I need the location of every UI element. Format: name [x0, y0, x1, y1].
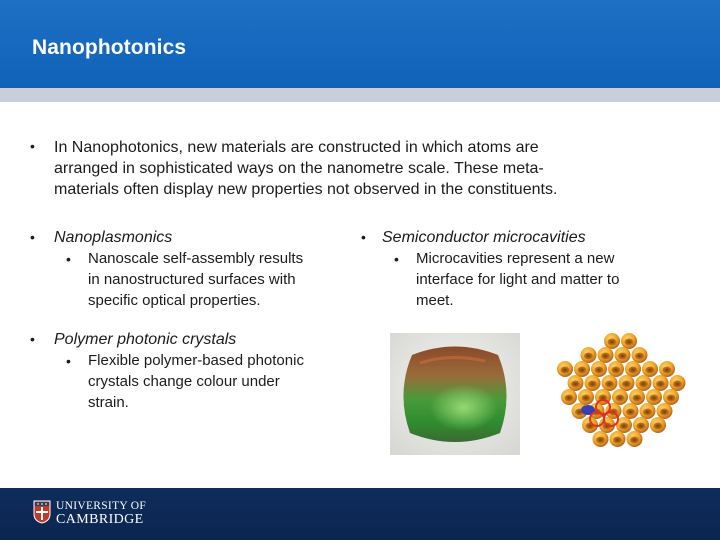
intro-line: arranged in sophisticated ways on the nanometre scale. These meta-	[54, 160, 544, 177]
lattice-cell-hole	[582, 395, 591, 402]
lattice-cell-hole	[578, 367, 587, 374]
polymer-photonic-crystal-film-image	[390, 333, 520, 455]
topic-detail-nanoplasmonics	[88, 248, 303, 311]
header-divider-strip	[0, 88, 720, 102]
lattice-cell-hole	[660, 409, 669, 416]
lattice-cell-hole	[613, 437, 622, 444]
lattice-cell-hole	[561, 367, 570, 374]
lattice-cell-hole	[618, 353, 627, 360]
lattice-cell-hole	[565, 395, 574, 402]
topic-title-microcavities: Semiconductor microcavities	[382, 229, 586, 246]
topic-title-polymer-crystals: Polymer photonic crystals	[54, 331, 237, 348]
bullet-icon: •	[30, 331, 35, 347]
lattice-cell-hole	[616, 395, 625, 402]
lattice-cell-hole	[639, 381, 648, 388]
intro-line: materials often display new properties not observed in the constituents.	[54, 181, 558, 198]
intro-paragraph	[54, 137, 704, 200]
topic-detail-polymer-crystals	[88, 350, 304, 413]
lattice-cell-hole	[588, 381, 597, 388]
lattice-cell-hole	[601, 353, 610, 360]
lattice-cell-hole	[629, 367, 638, 374]
lattice-cell-hole	[625, 339, 634, 346]
slide-title: Nanophotonics	[32, 36, 187, 59]
lattice-cell-hole	[596, 437, 605, 444]
sub-bullet-icon: •	[394, 251, 399, 267]
detail-line: meet.	[416, 292, 454, 309]
detail-line: crystals change colour under	[88, 373, 280, 390]
lattice-cell-hole	[667, 395, 676, 402]
university-crest-icon	[33, 500, 51, 524]
lattice-cell-hole	[584, 353, 593, 360]
lattice-cell-hole	[622, 381, 631, 388]
lattice-cell-hole	[635, 353, 644, 360]
film-photo-graphic	[390, 333, 520, 455]
lattice-cell-hole	[663, 367, 672, 374]
logo-text-university: UNIVERSITY OF	[56, 500, 147, 512]
logo-text-cambridge: CAMBRIDGE	[56, 512, 144, 527]
bullet-icon: •	[30, 138, 35, 154]
lattice-cell-hole	[605, 381, 614, 388]
intro-line: In Nanophotonics, new materials are constructed in which atoms are	[54, 139, 539, 156]
lattice-cell-hole	[595, 367, 604, 374]
sub-bullet-icon: •	[66, 251, 71, 267]
lattice-cell-hole	[620, 423, 629, 430]
detail-line: specific optical properties.	[88, 292, 261, 309]
lattice-cell-hole	[646, 367, 655, 374]
lattice-cell-hole	[612, 367, 621, 374]
lattice-cell-hole	[650, 395, 659, 402]
lattice-cell-hole	[626, 409, 635, 416]
detail-line: in nanostructured surfaces with	[88, 271, 296, 288]
lattice-cell-hole	[571, 381, 580, 388]
bullet-icon: •	[361, 229, 366, 245]
lattice-cell-hole	[643, 409, 652, 416]
detail-line: Nanoscale self-assembly results	[88, 250, 304, 267]
title-bar	[0, 0, 720, 88]
lattice-cell-hole	[608, 339, 617, 346]
detail-line: Flexible polymer-based photonic	[88, 352, 304, 369]
lattice-cell-hole	[637, 423, 646, 430]
lattice-render-graphic	[551, 333, 686, 453]
bullet-icon: •	[30, 229, 35, 245]
detail-line: Microcavities represent a new	[416, 250, 615, 267]
lattice-cell-hole	[633, 395, 642, 402]
lattice-cell-hole	[656, 381, 665, 388]
microcavity-lattice-render-image	[551, 333, 686, 453]
lattice-cell-hole	[673, 381, 682, 388]
detail-line: strain.	[88, 394, 129, 411]
lattice-cell-hole	[630, 437, 639, 444]
detail-line: interface for light and matter to	[416, 271, 620, 288]
topic-title-nanoplasmonics: Nanoplasmonics	[54, 229, 173, 246]
lattice-cell-hole	[654, 423, 663, 430]
topic-detail-microcavities	[416, 248, 619, 311]
sub-bullet-icon: •	[66, 353, 71, 369]
